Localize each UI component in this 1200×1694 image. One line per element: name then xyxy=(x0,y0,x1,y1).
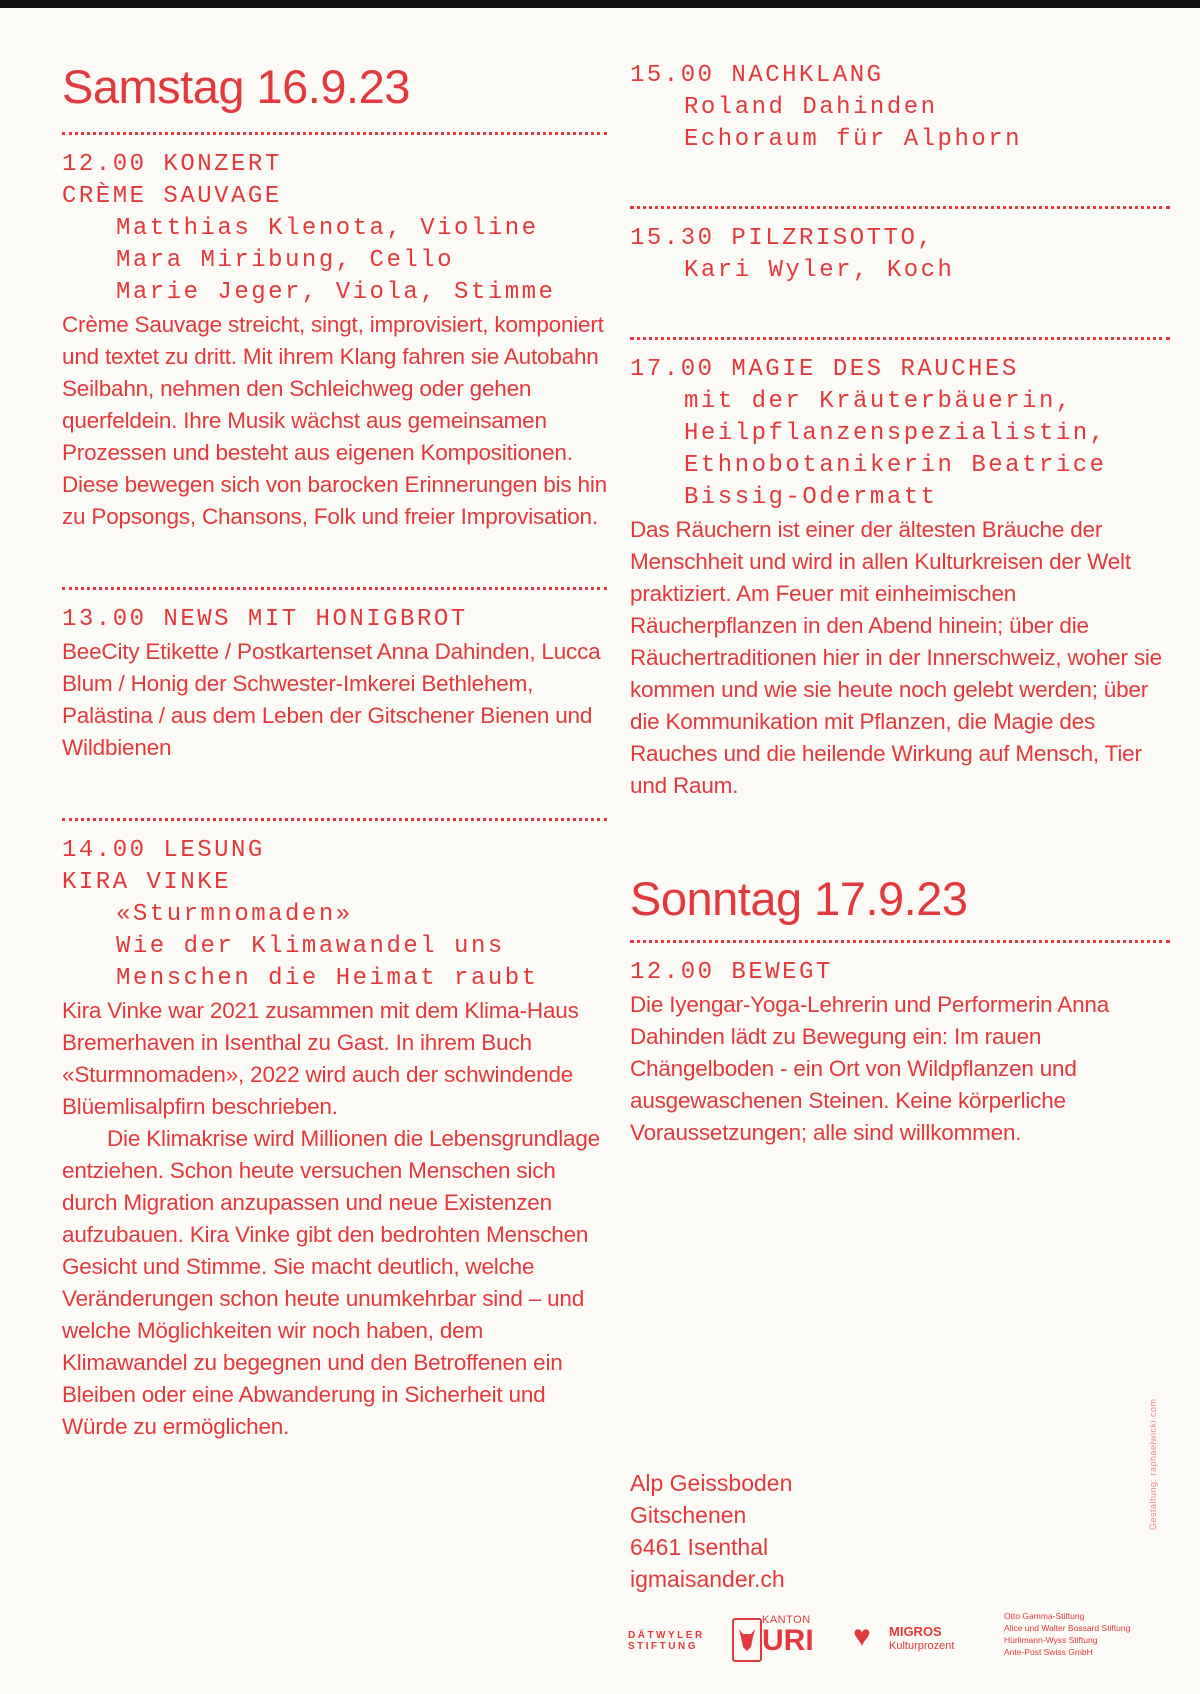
sponsor-logos xyxy=(628,1596,1188,1666)
event-lesung xyxy=(62,835,607,1443)
event-detail-line: Echoraum für Alphorn xyxy=(684,126,1023,153)
website-link[interactable]: igmaisander.ch xyxy=(630,1566,785,1592)
event-time-title: 17.00 MAGIE DES RAUCHES xyxy=(630,356,1019,383)
address-line: 6461 Isenthal xyxy=(630,1534,769,1560)
event-description-text: Die Klimakrise wird Millionen die Lebensgrundlage entziehen. Schon heute versuchen Menschen sich durch Migration anzupassen und neue Existenzen aufzubauen. Kira Vinke gibt den bedrohten Menschen Gesicht und Stimme. Sie macht deutlich, welche Veränderungen schon heute unumkehrbar sind – und welche Möglichkeiten wir noch haben, dem Klimawandel zu begegnen und den Betroffenen ein Bleiben oder eine Abwanderung in Sicherheit und Würde zu ermöglichen. xyxy=(62,1126,600,1439)
event-description-text: Das Räuchern ist einer der ältesten Bräuche der Menschheit und wird in allen Kulturkreisen der Welt praktiziert. Am Feuer mit einheimischen Räucherpflanzen in den Abend hinein; über die Räuchertraditionen hier in der Innerschweiz, woher sie kommen und wie sie heute noch gelebt werden; über die Kommunikation mit Pflanzen, die Magie des Rauches und die heilende Wirkung auf Mensch, Tier und Raum. xyxy=(630,517,1162,798)
dotted-divider xyxy=(62,132,607,135)
event-time-title: 12.00 BEWEGT xyxy=(630,959,833,986)
event-detail-line: Matthias Klenota, Violine xyxy=(116,215,539,242)
event-detail-line: «Sturmnomaden» xyxy=(116,901,353,928)
event-news xyxy=(62,604,607,764)
event-detail-line: Heilpflanzenspezialistin, xyxy=(684,420,1107,447)
saturday-column-left xyxy=(62,60,607,1443)
datwyler-logo-subtext: STIFTUNG xyxy=(628,1641,698,1652)
sponsor-list xyxy=(1004,1610,1130,1658)
sponsor-name: Alice und Walter Bossard Stiftung xyxy=(1004,1623,1131,1633)
event-pilzrisotto xyxy=(630,223,1170,287)
venue-address xyxy=(630,1467,792,1595)
event-bewegt xyxy=(630,957,1170,1149)
migros-sub: Kulturprozent xyxy=(889,1640,955,1652)
sponsor-name: Hürlimann-Wyss Stiftung xyxy=(1004,1635,1098,1645)
event-detail-line: Marie Jeger, Viola, Stimme xyxy=(116,279,556,306)
event-description-text: Die Iyengar-Yoga-Lehrerin und Performerin Anna Dahinden lädt zu Bewegung ein: Im rauen Chängelboden - ein Ort von Wildpflanzen und ausgewaschenen Steinen. Keine körperliche Voraussetzungen; alle sind willkommen. xyxy=(630,992,1110,1145)
event-time-title: 15.30 PILZRISOTTO, xyxy=(630,225,935,252)
dotted-divider xyxy=(630,206,1170,209)
dotted-divider xyxy=(62,818,607,821)
dotted-divider xyxy=(630,940,1170,943)
scan-edge xyxy=(0,0,1200,8)
migros-name: MIGROS xyxy=(889,1624,942,1639)
event-time-title: 15.00 NACHKLANG xyxy=(630,62,884,89)
sponsor-name: Ante-Post Swiss GmbH xyxy=(1004,1647,1093,1657)
event-magie-des-rauches xyxy=(630,354,1170,802)
heart-icon: ♥ xyxy=(853,1620,871,1653)
event-description-text: Kira Vinke war 2021 zusammen mit dem Klima-Haus Bremerhaven in Isenthal zu Gast. In ihrem Buch «Sturmnomaden», 2022 wird auch der schwindende Blüemlisalpfirn beschrieben. xyxy=(62,998,579,1119)
event-description xyxy=(62,309,607,533)
event-time-title: 13.00 NEWS MIT HONIGBROT xyxy=(62,606,468,633)
address-line: Alp Geissboden xyxy=(630,1470,793,1496)
event-detail-line: Menschen die Heimat raubt xyxy=(116,965,539,992)
datwyler-logo xyxy=(628,1630,705,1652)
event-description xyxy=(630,514,1170,802)
event-time-title: 12.00 KONZERT xyxy=(62,151,282,178)
event-konzert xyxy=(62,149,607,533)
event-nachklang xyxy=(630,60,1170,156)
event-description-text: BeeCity Etikette / Postkartenset Anna Dahinden, Lucca Blum / Honig der Schwester-Imkerei Bethlehem, Palästina / aus dem Leben der Gitschener Bienen und Wildbienen xyxy=(62,639,601,760)
event-detail-line: Roland Dahinden xyxy=(684,94,938,121)
kanton-label: KANTON xyxy=(762,1614,811,1626)
event-detail-line: Kari Wyler, Koch xyxy=(684,257,955,284)
design-credit: Gestaltung: raphaelwicki.com xyxy=(1148,1398,1158,1530)
uri-label: URI xyxy=(762,1624,814,1657)
day-title-sunday: Sonntag 17.9.23 xyxy=(630,872,968,925)
event-detail-line: Mara Miribung, Cello xyxy=(116,247,455,274)
event-subtitle: KIRA VINKE xyxy=(62,869,232,896)
event-detail-line: Wie der Klimawandel uns xyxy=(116,933,505,960)
event-time-title: 14.00 LESUNG xyxy=(62,837,265,864)
saturday-column-right xyxy=(630,60,1170,1149)
event-description xyxy=(62,636,607,764)
bull-crest-icon xyxy=(732,1618,762,1662)
dotted-divider xyxy=(630,337,1170,340)
event-description xyxy=(630,989,1170,1149)
day-title-saturday: Samstag 16.9.23 xyxy=(62,60,410,113)
event-detail-line: Bissig-Odermatt xyxy=(684,484,938,511)
sponsor-name: Otto Gamma-Stiftung xyxy=(1004,1611,1085,1621)
event-description-text: Crème Sauvage streicht, singt, improvisiert, komponiert und textet zu dritt. Mit ihrem Klang fahren sie Autobahn Seilbahn, nehmen den Schleichweg oder gehen querfeldein. Ihre Musik wächst aus gemeinsamen Prozessen und besteht aus eigenen Kompositionen. Diese bewegen sich von barocken Erinnerungen bis hin zu Popsongs, Chansons, Folk und freier Improvisation. xyxy=(62,312,607,529)
event-detail-line: mit der Kräuterbäuerin, xyxy=(684,388,1073,415)
event-description xyxy=(62,995,607,1443)
event-subtitle: CRÈME SAUVAGE xyxy=(62,183,282,210)
datwyler-logo-text: DÄTWYLER xyxy=(628,1630,705,1641)
dotted-divider xyxy=(62,587,607,590)
address-line: Gitschenen xyxy=(630,1502,747,1528)
event-detail-line: Ethnobotanikerin Beatrice xyxy=(684,452,1107,479)
